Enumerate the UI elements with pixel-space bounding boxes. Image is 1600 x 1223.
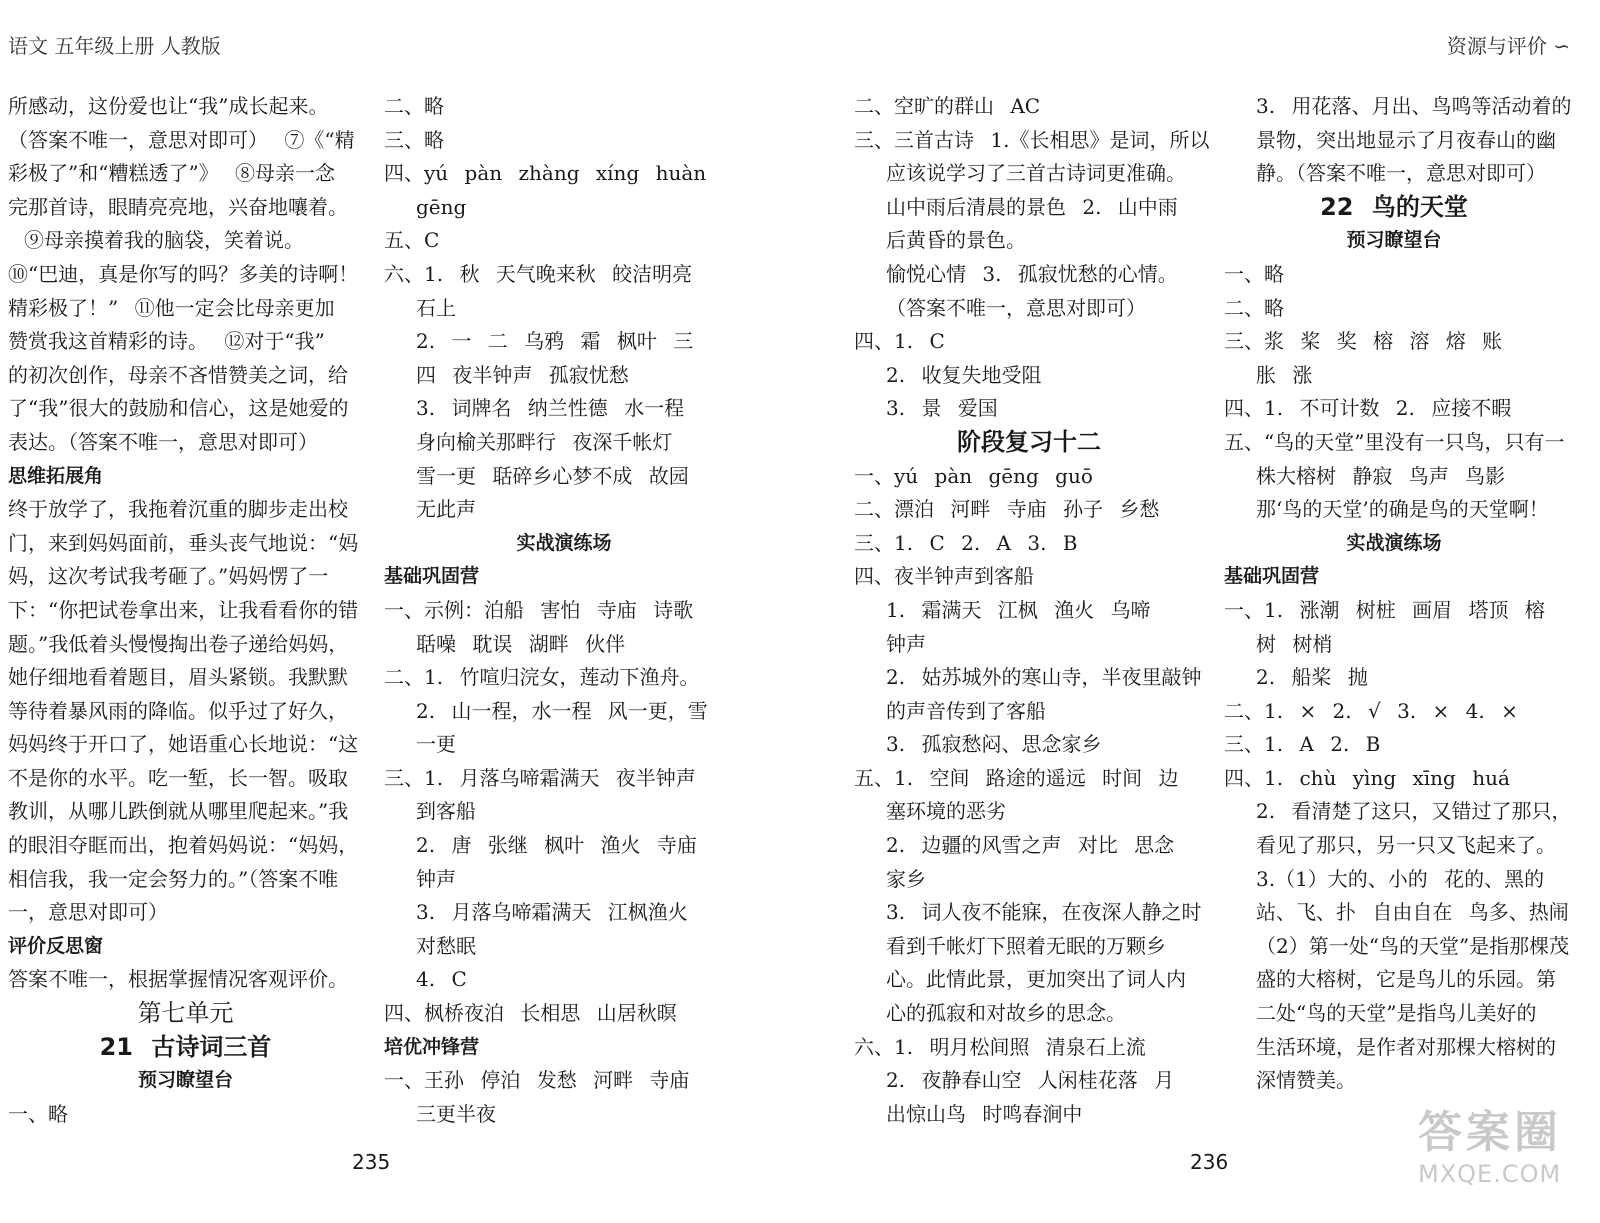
- answer-line: 钟声: [416, 866, 456, 891]
- answer-line: 应该说学习了三首古诗词更准确。: [886, 161, 1186, 186]
- answer-line: 21 古诗词三首: [99, 1032, 272, 1061]
- answer-line: 相信我，我一定会努力的。”（答案不唯: [8, 866, 339, 891]
- answer-line: 的初次创作，母亲不吝惜赞美之词，给: [8, 362, 348, 387]
- answer-line: 心。此情此景，更加突出了词人内: [886, 967, 1186, 992]
- answer-line: 不是你的水平。吃一堑，长一智。吸取: [8, 765, 348, 790]
- answer-line: 妈妈终于开口了，她语重心长地说：“这: [8, 732, 359, 757]
- answer-line: 培优冲锋营: [384, 1035, 480, 1058]
- page-number-right: 236: [1190, 1150, 1229, 1174]
- answer-line: 胀 涨: [1256, 362, 1313, 387]
- answer-line: 五、1. 空间 路途的遥远 时间 边: [854, 765, 1179, 790]
- answer-line: 静。（答案不唯一，意思对即可）: [1256, 161, 1546, 186]
- answer-line: 对愁眠: [416, 933, 476, 958]
- answer-column-3: [854, 90, 1210, 1131]
- answer-line: 了“我”很大的鼓励和信心，这是她爱的: [8, 396, 349, 421]
- answer-line: 下：“你把试卷拿出来，让我看看你的错: [8, 597, 359, 622]
- answer-line: 三、1. 月落乌啼霜满天 夜半钟声: [384, 765, 696, 790]
- answer-line: 三、三首古诗 1.《长相思》是词，所以: [854, 127, 1210, 152]
- answer-line: 二、1. 竹喧归浣女，莲动下渔舟。: [384, 665, 700, 690]
- answer-line: 一、示例：泊船 害怕 寺庙 诗歌: [384, 597, 694, 622]
- answer-line: 3. 月落乌啼霜满天 江枫渔火: [416, 900, 688, 925]
- running-header-right: 资源与评价 ∽: [1446, 34, 1570, 58]
- answer-line: 2. 边疆的风雪之声 对比 思念: [886, 833, 1175, 858]
- answer-line: 的声音传到了客船: [886, 698, 1046, 723]
- answer-line: 预习瞭望台: [137, 1069, 233, 1092]
- answer-line: 所感动，这份爱也让“我”成长起来。: [8, 94, 329, 118]
- answer-line: 3. 景 爱国: [886, 396, 998, 421]
- answer-line: 22 鸟的天堂: [1320, 192, 1468, 221]
- answer-line: 实战演练场: [1346, 531, 1442, 554]
- answer-line: 2. 姑苏城外的寒山寺，半夜里敲钟: [886, 665, 1202, 690]
- answer-line: 题。”我低着头慢慢掏出卷子递给妈妈，: [8, 631, 349, 656]
- answer-line: 雪一更 聒碎乡心梦不成 故园: [416, 463, 689, 488]
- answer-line: 预习瞭望台: [1346, 229, 1442, 252]
- answer-line: 盛的大榕树，它是鸟儿的乐园。第: [1256, 967, 1556, 992]
- answer-line: 答案不唯一，根据掌握情况客观评价。: [8, 967, 348, 992]
- answer-line: 的眼泪夺眶而出，抱着妈妈说：“妈妈，: [8, 833, 359, 858]
- running-header-left: 语文 五年级上册 人教版: [8, 34, 221, 58]
- answer-line: 基础巩固营: [384, 565, 480, 588]
- answer-line: 株大榕树 静寂 鸟声 鸟影: [1256, 463, 1506, 488]
- answer-column-4: [1224, 90, 1572, 1098]
- answer-line: 二处“鸟的天堂”是指鸟儿美好的: [1256, 1001, 1537, 1026]
- answer-line: ⑨母亲摸着我的脑袋，笑着说。: [24, 228, 304, 253]
- answer-line: 四 夜半钟声 孤寂忧愁: [416, 362, 629, 387]
- answer-line: 3. 词人夜不能寐，在夜深人静之时: [886, 900, 1202, 925]
- watermark-text: 答案圈: [1418, 1107, 1562, 1158]
- answer-line: 精彩极了！” ⑪他一定会比母亲更加: [8, 295, 335, 320]
- answer-line: 等待着暴风雨的降临。似乎过了好久，: [8, 698, 348, 723]
- answer-column-2: [384, 90, 744, 1131]
- answer-line: （2）第一处“鸟的天堂”是指那棵茂: [1256, 933, 1570, 958]
- answer-line: 二、略: [1224, 295, 1284, 320]
- answer-line: 二、漂泊 河畔 寺庙 孙子 乡愁: [854, 497, 1160, 522]
- answer-line: 三、略: [384, 127, 444, 152]
- answer-line: 聒噪 耽误 湖畔 伙伴: [416, 631, 626, 656]
- answer-line: 2. 看清楚了这只，又错过了那只，: [1256, 799, 1572, 824]
- watermark-url: MXQE.COM: [1418, 1160, 1562, 1188]
- answer-line: 表达。（答案不唯一，意思对即可）: [8, 429, 318, 454]
- answer-line: 阶段复习十二: [957, 427, 1101, 456]
- watermark-logo: [1418, 1108, 1588, 1198]
- answer-line: 二、略: [384, 94, 444, 118]
- answer-line: 出惊山鸟 时鸣春涧中: [886, 1101, 1083, 1126]
- answer-line: 三、浆 桨 奖 榕 溶 熔 账: [1224, 329, 1503, 354]
- answer-line: 一、1. 涨潮 树桩 画眉 塔顶 榕: [1224, 597, 1545, 622]
- answer-line: 四、枫桥夜泊 长相思 山居秋暝: [384, 1001, 677, 1026]
- answer-line: 六、1. 秋 天气晚来秋 皎洁明亮: [384, 261, 693, 286]
- answer-line: 评价反思窗: [8, 934, 104, 957]
- answer-line: 4. C: [416, 967, 467, 992]
- answer-line: （答案不唯一，意思对即可） ⑦《“精: [8, 127, 355, 152]
- answer-line: 2. 收复失地受阻: [886, 362, 1042, 387]
- answer-line: 3. 孤寂愁闷、思念家乡: [886, 732, 1102, 757]
- page-number-left: 235: [352, 1150, 391, 1174]
- answer-line: 三、1. C 2. A 3. B: [854, 530, 1078, 555]
- answer-line: 一、略: [1224, 261, 1284, 286]
- answer-line: 身向榆关那畔行 夜深千帐灯: [416, 429, 673, 454]
- answer-column-1: [8, 90, 363, 1131]
- answer-line: 3. 用花落、月出、鸟鸣等活动着的: [1256, 94, 1572, 118]
- answer-line: 终于放学了，我拖着沉重的脚步走出校: [8, 497, 348, 522]
- answer-line: 四、1. 不可计数 2. 应接不暇: [1224, 396, 1512, 421]
- answer-line: gēng: [416, 194, 467, 219]
- answer-line: 赞赏我这首精彩的诗。 ⑫对于“我”: [8, 329, 325, 354]
- answer-line: 树 树梢: [1256, 631, 1333, 656]
- answer-line: 一、王孙 停泊 发愁 河畔 寺庙: [384, 1068, 690, 1093]
- answer-line: 六、1. 明月松间照 清泉石上流: [854, 1034, 1146, 1059]
- answer-line: 2. 船桨 抛: [1256, 665, 1368, 690]
- answer-line: 无此声: [416, 497, 476, 522]
- answer-line: 景物，突出地显示了月夜春山的幽: [1256, 127, 1556, 152]
- answer-line: 一、略: [8, 1101, 68, 1126]
- answer-line: 思维拓展角: [8, 464, 104, 487]
- answer-line: 教训，从哪儿跌倒就从哪里爬起来。”我: [8, 799, 349, 824]
- answer-line: ⑩“巴迪，真是你写的吗？多美的诗啊！: [8, 261, 359, 286]
- answer-line: 钟声: [886, 631, 926, 656]
- answer-line: 五、“鸟的天堂”里没有一只鸟，只有一: [1224, 429, 1565, 454]
- answer-line: 基础巩固营: [1224, 565, 1320, 588]
- answer-line: 那‘鸟的天堂’的确是鸟的天堂啊！: [1256, 497, 1549, 522]
- answer-line: 一，意思对即可）: [8, 900, 168, 925]
- answer-line: 到客船: [416, 799, 476, 824]
- answer-line: 山中雨后清晨的景色 2. 山中雨: [886, 194, 1178, 219]
- answer-line: 一更: [416, 732, 456, 757]
- answer-line: 3.（1）大的、小的 花的、黑的: [1256, 866, 1545, 891]
- answer-line: 四、1. chù yìng xīng huá: [1224, 765, 1510, 790]
- answer-line: 2. 唐 张继 枫叶 渔火 寺庙: [416, 833, 697, 858]
- answer-line: 四、yú pàn zhàng xíng huàn: [384, 161, 707, 186]
- answer-line: 门，来到妈妈面前，垂头丧气地说：“妈: [8, 530, 359, 555]
- answer-line: 2. 夜静春山空 人闲桂花落 月: [886, 1068, 1175, 1093]
- answer-line: 2. 一 二 乌鸦 霜 枫叶 三: [416, 329, 694, 354]
- answer-line: 三、1. A 2. B: [1224, 732, 1381, 757]
- answer-line: 实战演练场: [516, 531, 612, 554]
- answer-line: （答案不唯一，意思对即可）: [886, 295, 1146, 320]
- answer-line: 五、C: [384, 228, 440, 253]
- answer-line: 第七单元: [137, 999, 234, 1028]
- answer-line: 一、yú pàn gēng guō: [854, 463, 1093, 488]
- answer-line: 四、1. C: [854, 329, 945, 354]
- answer-line: 妈，这次考试我考砸了。”妈妈愣了一: [8, 564, 329, 589]
- answer-line: 二、1. × 2. √ 3. × 4. ×: [1224, 698, 1518, 723]
- answer-line: 家乡: [886, 866, 926, 891]
- answer-line: 1. 霜满天 江枫 渔火 乌啼: [886, 597, 1151, 622]
- answer-line: 3. 词牌名 纳兰性德 水一程: [416, 396, 685, 421]
- answer-line: 塞环境的恶劣: [886, 799, 1006, 824]
- answer-line: 站、飞、扑 自由自在 鸟多、热闹: [1256, 900, 1569, 925]
- answer-line: 生活环境，是作者对那棵大榕树的: [1256, 1034, 1556, 1059]
- answer-line: 完那首诗，眼睛亮亮地，兴奋地嚷着。: [8, 194, 348, 219]
- answer-line: 二、空旷的群山 AC: [854, 94, 1041, 118]
- answer-line: 看见了那只，另一只又飞起来了。: [1256, 833, 1556, 858]
- answer-line: 看到千帐灯下照着无眠的万颗乡: [886, 933, 1166, 958]
- answer-line: 四、夜半钟声到客船: [854, 564, 1034, 589]
- answer-line: 她仔细地看着题目，眉头紧锁。我默默: [8, 665, 348, 690]
- answer-line: 心的孤寂和对故乡的思念。: [886, 1001, 1126, 1026]
- answer-line: 三更半夜: [416, 1101, 496, 1126]
- answer-line: 后黄昏的景色。: [886, 228, 1026, 253]
- answer-line: 深情赞美。: [1256, 1068, 1356, 1093]
- answer-line: 石上: [416, 295, 456, 320]
- answer-line: 彩极了”和“糟糕透了”》 ⑧母亲一念: [8, 161, 336, 186]
- answer-line: 愉悦心情 3. 孤寂忧愁的心情。: [886, 261, 1178, 286]
- answer-line: 2. 山一程，水一程 风一更，雪: [416, 698, 708, 723]
